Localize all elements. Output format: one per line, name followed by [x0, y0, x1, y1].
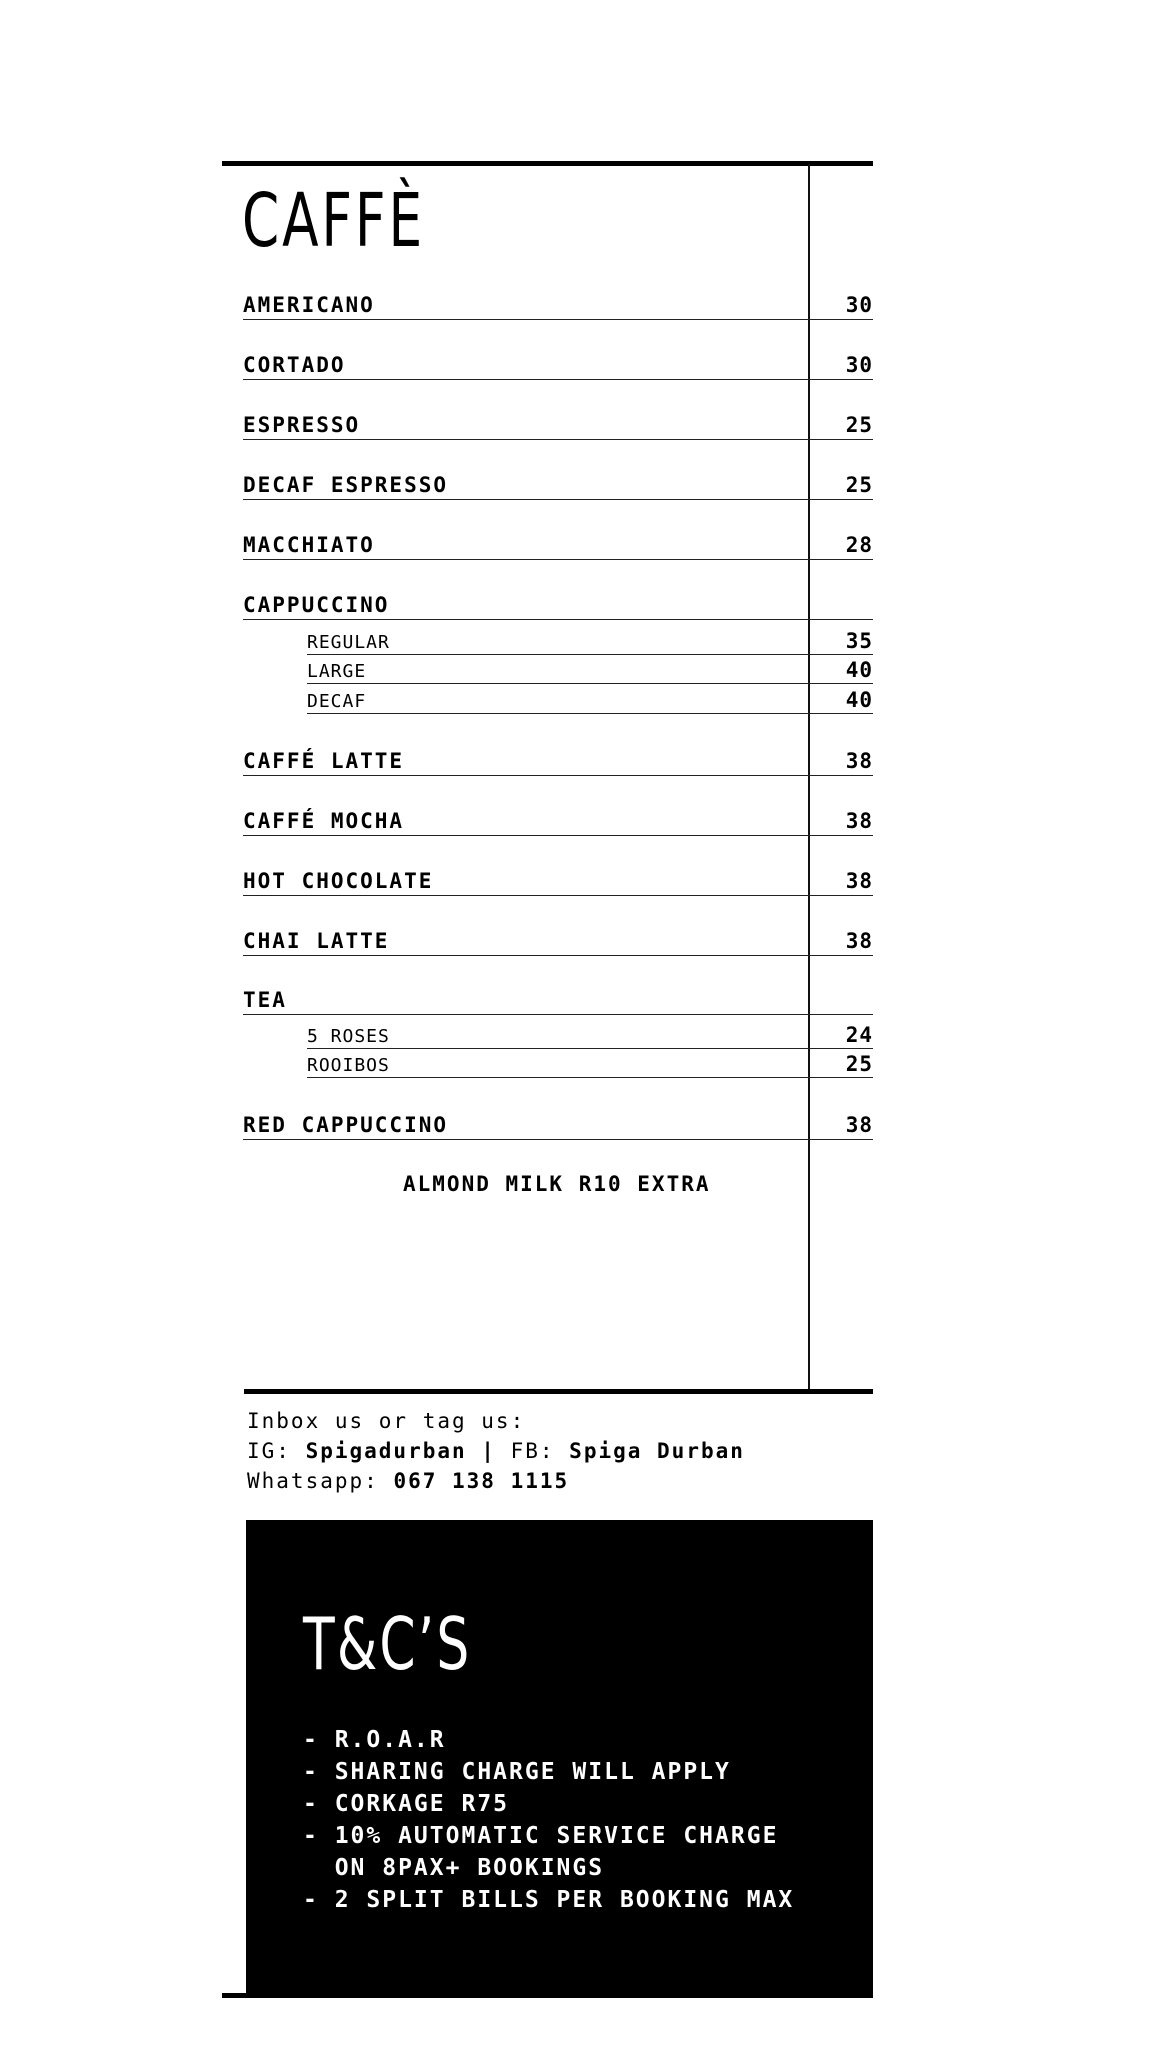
fb-handle: Spiga Durban: [569, 1439, 745, 1463]
menu-item: [243, 350, 873, 380]
menu-item: [243, 290, 873, 320]
menu-item: [243, 530, 873, 560]
item-price: 30: [845, 353, 873, 377]
item-underline: [243, 1139, 873, 1140]
separator: |: [466, 1439, 511, 1463]
ig-handle: Spigadurban: [305, 1439, 467, 1463]
menu-bottom-rule: [244, 1389, 873, 1394]
terms-item: - 10% AUTOMATIC SERVICE CHARGE: [303, 1823, 779, 1849]
item-price: 25: [845, 473, 873, 497]
item-price: 38: [845, 929, 873, 953]
item-name: CAFFÉ LATTE: [243, 749, 405, 773]
item-underline: [243, 319, 873, 320]
item-name: DECAF ESPRESSO: [243, 473, 449, 497]
item-underline: [243, 619, 873, 620]
item-underline: [243, 559, 873, 560]
item-name: RED CAPPUCCINO: [243, 1113, 449, 1137]
item-name: CAPPUCCINO: [243, 593, 390, 617]
whatsapp-number: 067 138 1115: [393, 1469, 570, 1493]
item-name: CORTADO: [243, 353, 346, 377]
menu-item: [243, 746, 873, 776]
item-name: TEA: [243, 988, 287, 1012]
item-underline: [243, 439, 873, 440]
sub-item: [307, 688, 873, 714]
item-underline: [243, 379, 873, 380]
whatsapp-line: [247, 1471, 569, 1492]
terms-list: [303, 1724, 794, 1916]
item-price: 28: [845, 533, 873, 557]
ig-label: IG:: [247, 1439, 306, 1463]
terms-item: - R.O.A.R: [303, 1727, 446, 1753]
fb-label: FB:: [510, 1439, 570, 1463]
menu-item: [243, 470, 873, 500]
sub-item-price: 35: [845, 629, 873, 653]
item-underline: [243, 835, 873, 836]
price-column-divider: [808, 164, 810, 1391]
menu-item: [243, 866, 873, 896]
sub-item-name: ROOIBOS: [307, 1055, 390, 1076]
terms-panel-edge: [222, 1993, 246, 1998]
menu-title: CAFFÈ: [242, 178, 426, 264]
terms-item: - SHARING CHARGE WILL APPLY: [303, 1759, 731, 1785]
menu-item-tea: [243, 985, 873, 1015]
menu-top-rule: [222, 161, 873, 166]
item-underline: [243, 1014, 873, 1015]
item-name: CHAI LATTE: [243, 929, 390, 953]
menu-item: [243, 1110, 873, 1140]
sub-item-price: 25: [845, 1052, 873, 1076]
item-underline: [243, 499, 873, 500]
item-price: 30: [845, 293, 873, 317]
sub-item-name: 5 ROSES: [307, 1026, 390, 1047]
sub-item-price: 24: [845, 1023, 873, 1047]
sub-item-underline: [307, 654, 873, 655]
item-price: 38: [845, 809, 873, 833]
sub-item-price: 40: [845, 688, 873, 712]
menu-item-cappuccino: [243, 590, 873, 620]
menu-item: [243, 926, 873, 956]
sub-item-underline: [307, 1048, 873, 1049]
item-price: 38: [845, 869, 873, 893]
item-name: MACCHIATO: [243, 533, 375, 557]
item-price: 38: [845, 1113, 873, 1137]
item-price: 25: [845, 413, 873, 437]
sub-item: [307, 658, 873, 684]
item-underline: [243, 775, 873, 776]
contact-intro: Inbox us or tag us:: [247, 1409, 526, 1433]
sub-item: [307, 1023, 873, 1049]
sub-item-name: DECAF: [307, 691, 367, 712]
terms-title: T&C’S: [303, 1602, 472, 1686]
sub-item-underline: [307, 713, 873, 714]
item-underline: [243, 955, 873, 956]
item-name: CAFFÉ MOCHA: [243, 809, 405, 833]
item-name: AMERICANO: [243, 293, 375, 317]
sub-item-price: 40: [845, 658, 873, 682]
menu-item: [243, 410, 873, 440]
item-name: ESPRESSO: [243, 413, 361, 437]
sub-item-name: LARGE: [307, 661, 367, 682]
terms-item: ON 8PAX+ BOOKINGS: [303, 1855, 605, 1881]
item-name: HOT CHOCOLATE: [243, 869, 434, 893]
terms-item: - CORKAGE R75: [303, 1791, 510, 1817]
social-handles: [247, 1441, 745, 1462]
menu-item: [243, 806, 873, 836]
sub-item: [307, 1052, 873, 1078]
whatsapp-label: Whatsapp:: [247, 1469, 394, 1493]
terms-item: - 2 SPLIT BILLS PER BOOKING MAX: [303, 1887, 795, 1913]
sub-item-underline: [307, 1077, 873, 1078]
item-underline: [243, 895, 873, 896]
sub-item-name: REGULAR: [307, 632, 390, 653]
almond-milk-note: ALMOND MILK R10 EXTRA: [403, 1172, 711, 1196]
item-price: 38: [845, 749, 873, 773]
sub-item-underline: [307, 683, 873, 684]
sub-item: [307, 629, 873, 655]
